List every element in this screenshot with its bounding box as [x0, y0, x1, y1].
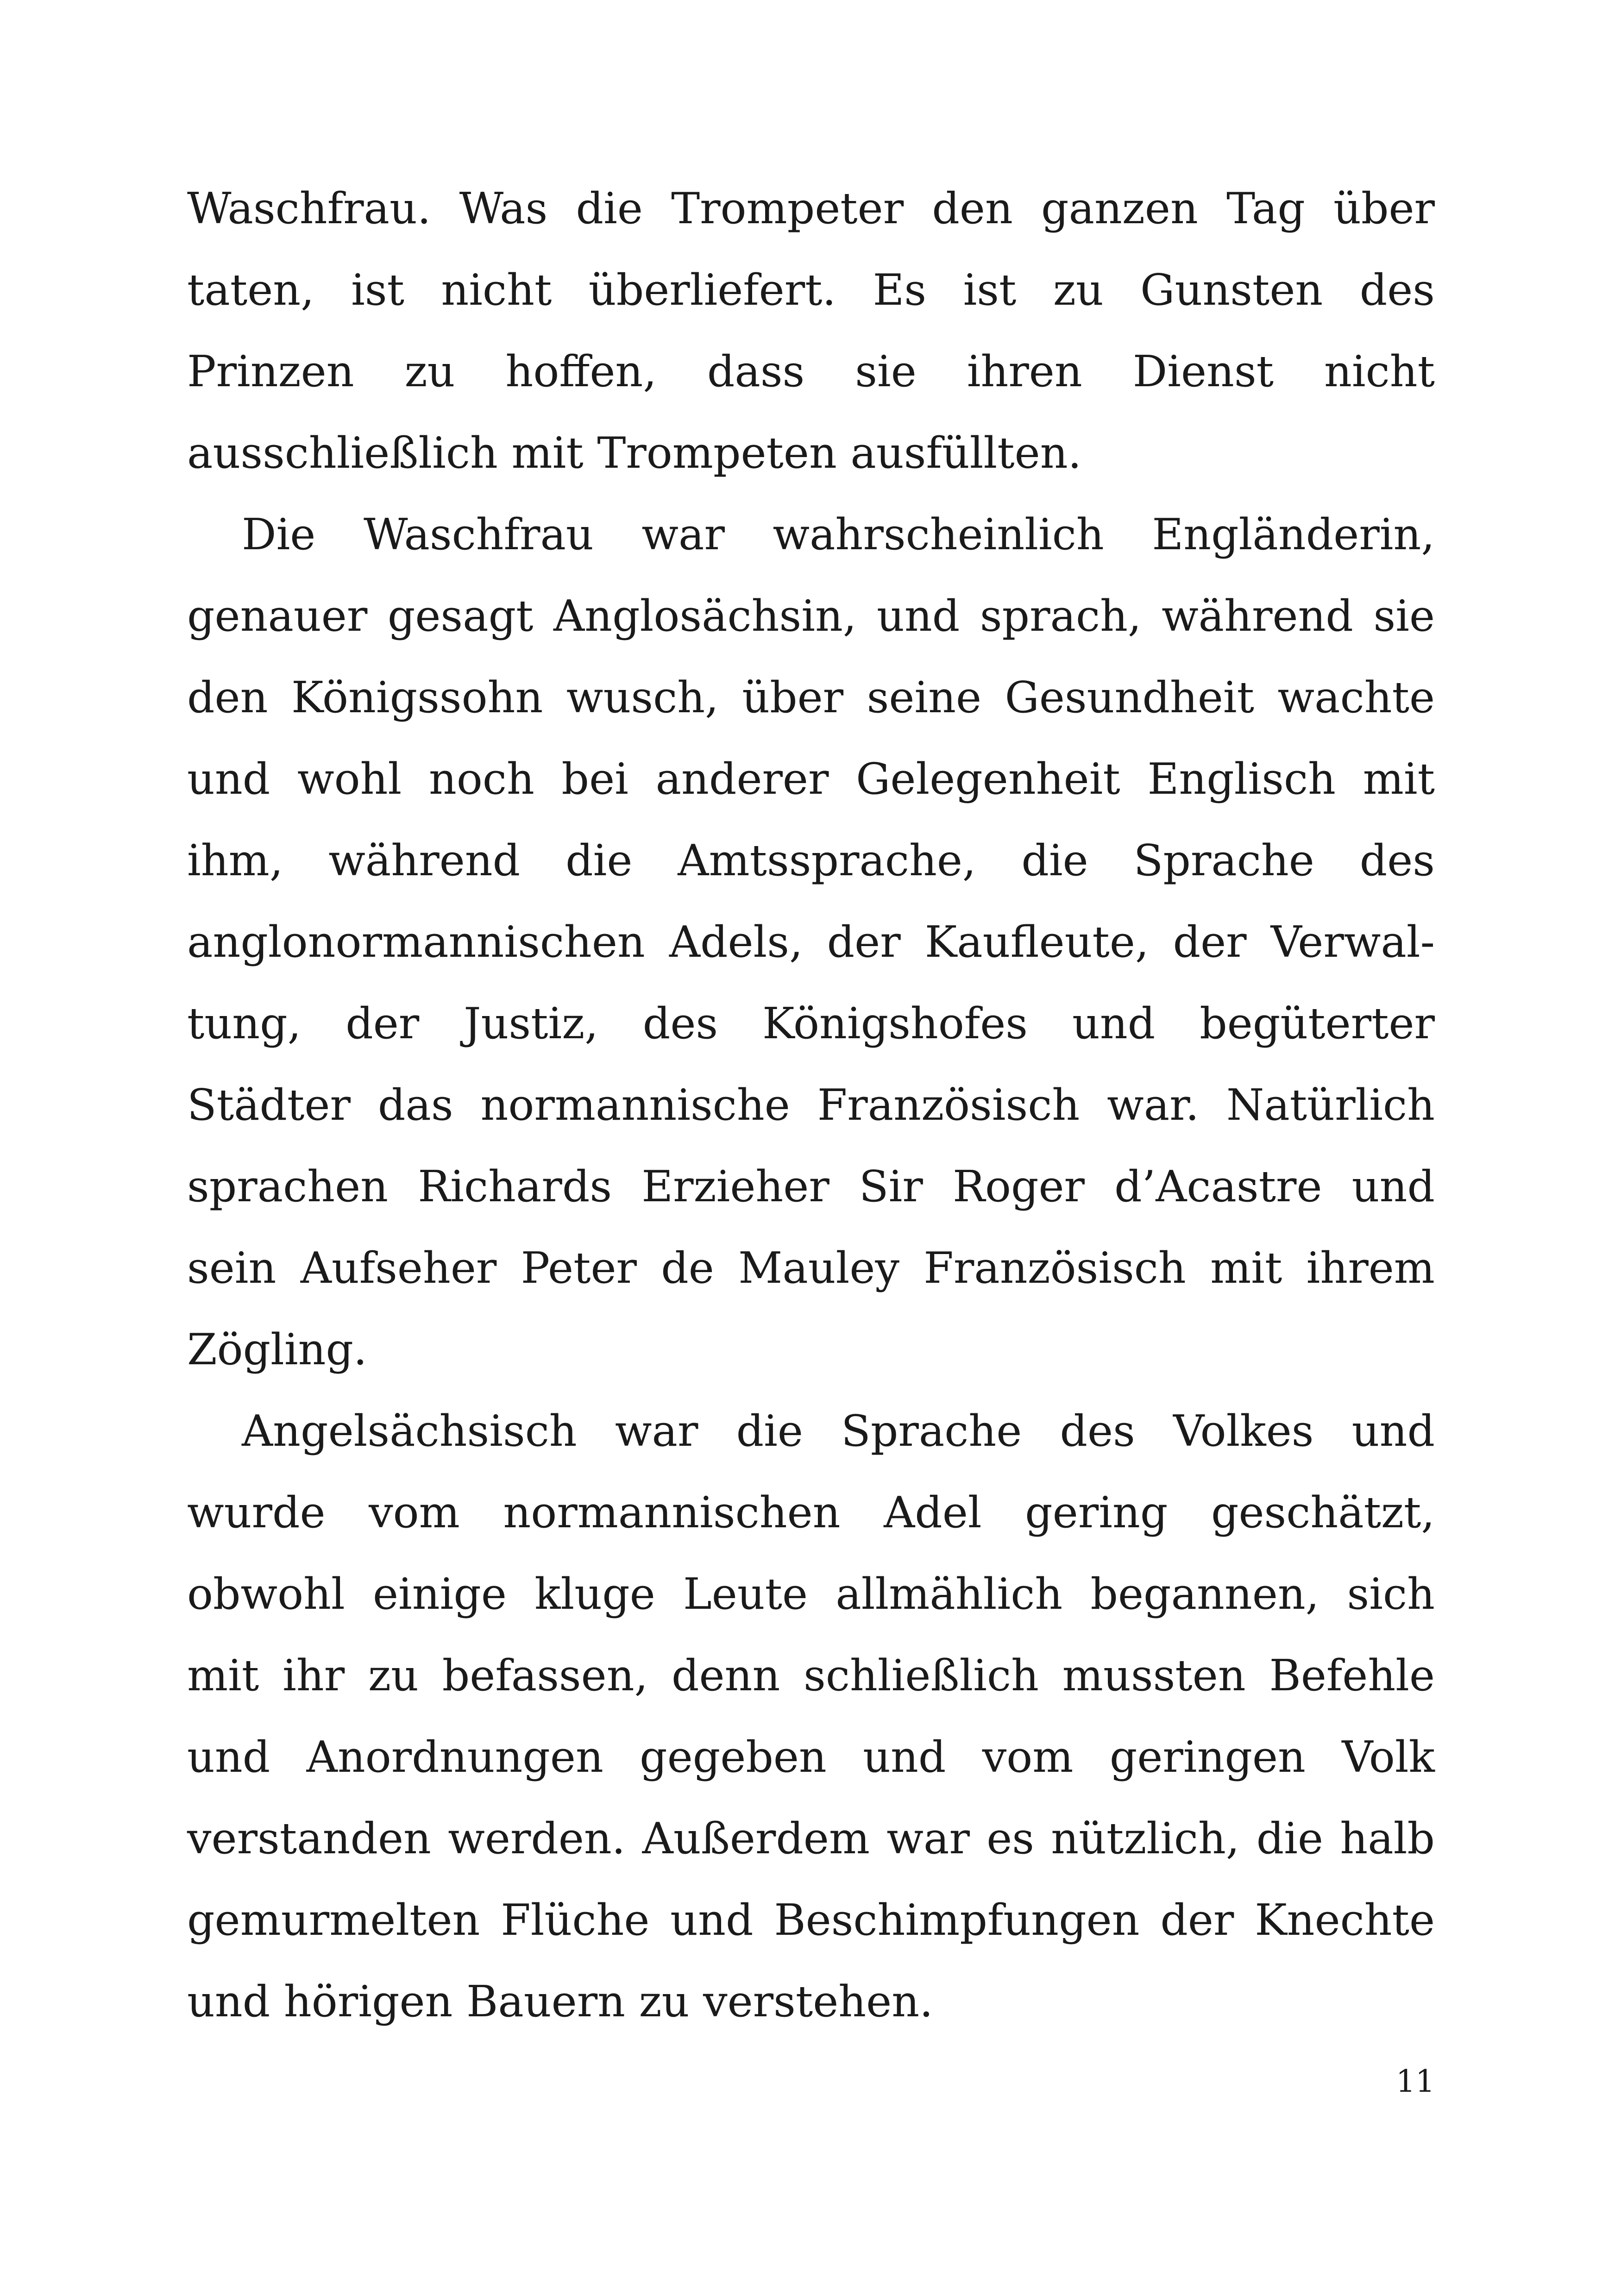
paragraph-2 [187, 494, 1435, 1390]
text-line: genauer gesagt Anglosächsin, und sprach, während sie [187, 591, 1435, 641]
text-line: wurde vom normannischen Adel gering geschätzt, [187, 1487, 1435, 1537]
text-line: obwohl einige kluge Leute allmählich begannen, sich [187, 1569, 1435, 1619]
text-line: sprachen Richards Erzieher Sir Roger d’Acastre und [187, 1161, 1435, 1211]
text-line: und hörigen Bauern zu verstehen. [187, 1976, 933, 2026]
text-line: Die Waschfrau war wahrscheinlich Engländerin, [242, 509, 1435, 559]
paragraph-1 [187, 168, 1435, 494]
text-line: Waschfrau. Was die Trompeter den ganzen Tag über [187, 183, 1435, 233]
text-line: Zögling. [187, 1324, 367, 1374]
text-line: tung, der Justiz, des Königshofes und begüterter [187, 998, 1435, 1048]
text-line: und wohl noch bei anderer Gelegenheit Englisch mit [187, 754, 1435, 804]
text-line: ausschließlich mit Trompeten ausfüllten. [187, 428, 1082, 478]
text-line: den Königssohn wusch, über seine Gesundheit wachte [187, 672, 1435, 722]
text-line: gemurmelten Flüche und Beschimpfungen der Knechte [187, 1895, 1435, 1945]
text-line: Angelsächsisch war die Sprache des Volkes und [242, 1406, 1435, 1456]
text-line: Prinzen zu hoffen, dass sie ihren Dienst nicht [187, 346, 1435, 396]
text-line: verstanden werden. Außerdem war es nützlich, die halb [187, 1813, 1435, 1863]
page-number: 11 [1396, 2064, 1435, 2099]
text-line: und Anordnungen gegeben und vom geringen Volk [187, 1732, 1435, 1782]
text-line: mit ihr zu befassen, denn schließlich mussten Befehle [187, 1650, 1435, 1700]
body-text [187, 168, 1435, 2042]
text-line: sein Aufseher Peter de Mauley Französisch mit ihrem [187, 1243, 1435, 1293]
text-line: taten, ist nicht überliefert. Es ist zu Gunsten des [187, 265, 1435, 315]
text-line: anglonormannischen Adels, der Kaufleute, der Verwal- [187, 917, 1435, 967]
text-line: Städter das normannische Französisch war. Natürlich [187, 1080, 1435, 1130]
text-line: ihm, während die Amtssprache, die Sprache des [187, 835, 1435, 885]
paragraph-3 [187, 1390, 1435, 2042]
